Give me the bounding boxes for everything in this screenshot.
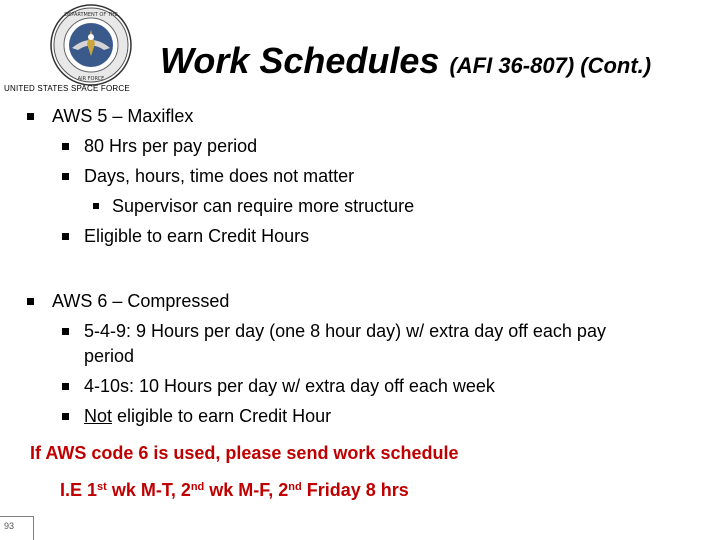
aws5-item-3: Eligible to earn Credit Hours <box>84 226 310 246</box>
note-ie-nd1: nd <box>190 481 205 493</box>
title-subtitle: (AFI 36-807) (Cont.) <box>449 53 652 78</box>
bullet-icon <box>62 143 69 150</box>
note-ie-nd2: nd <box>288 481 302 493</box>
note-ie-mid2: wk M-F, 2 <box>204 480 289 500</box>
aws6-item-3 <box>84 406 331 427</box>
aws6-item-2: 4-10s: 10 Hours per day w/ extra day off each week <box>84 376 495 396</box>
not-emphasis: Not <box>84 406 113 426</box>
aws6-item-3-rest: eligible to earn Credit Hour <box>112 406 332 426</box>
aws5-heading: AWS 5 – Maxiflex <box>52 106 194 126</box>
bullet-icon <box>62 328 69 335</box>
bullet-icon <box>62 233 69 240</box>
note-line-1: If AWS code 6 is used, please send work schedule <box>30 443 459 463</box>
aws6-item-1-line-2: period <box>84 346 135 366</box>
aws5-item-1: 80 Hrs per pay period <box>84 136 258 156</box>
bullet-icon <box>27 113 34 120</box>
aws6-heading: AWS 6 – Compressed <box>52 291 230 311</box>
bullet-icon <box>62 413 69 420</box>
aws5-item-2: Days, hours, time does not matter <box>84 166 355 186</box>
page-number: 93 <box>4 521 15 531</box>
bullet-icon <box>62 173 69 180</box>
organization-label: UNITED STATES SPACE FORCE <box>4 84 130 93</box>
bullet-icon <box>27 298 34 305</box>
note-ie-st: st <box>97 481 107 493</box>
svg-text:DEPARTMENT OF THE: DEPARTMENT OF THE <box>64 12 118 18</box>
aws6-item-1-line-1: 5-4-9: 9 Hours per day (one 8 hour day) w/ extra day off each pay <box>84 321 606 341</box>
aws5-subitem: Supervisor can require more structure <box>112 196 415 216</box>
svg-text:AIR FORCE: AIR FORCE <box>77 76 105 82</box>
note-line-2 <box>60 480 409 501</box>
title-main: Work Schedules <box>160 40 440 81</box>
bullet-icon <box>93 203 99 209</box>
note-ie-end: Friday 8 hrs <box>301 480 409 500</box>
note-ie-prefix: I.E 1 <box>60 480 98 500</box>
note-ie-mid1: wk M-T, 2 <box>106 480 191 500</box>
bullet-icon <box>62 383 69 390</box>
